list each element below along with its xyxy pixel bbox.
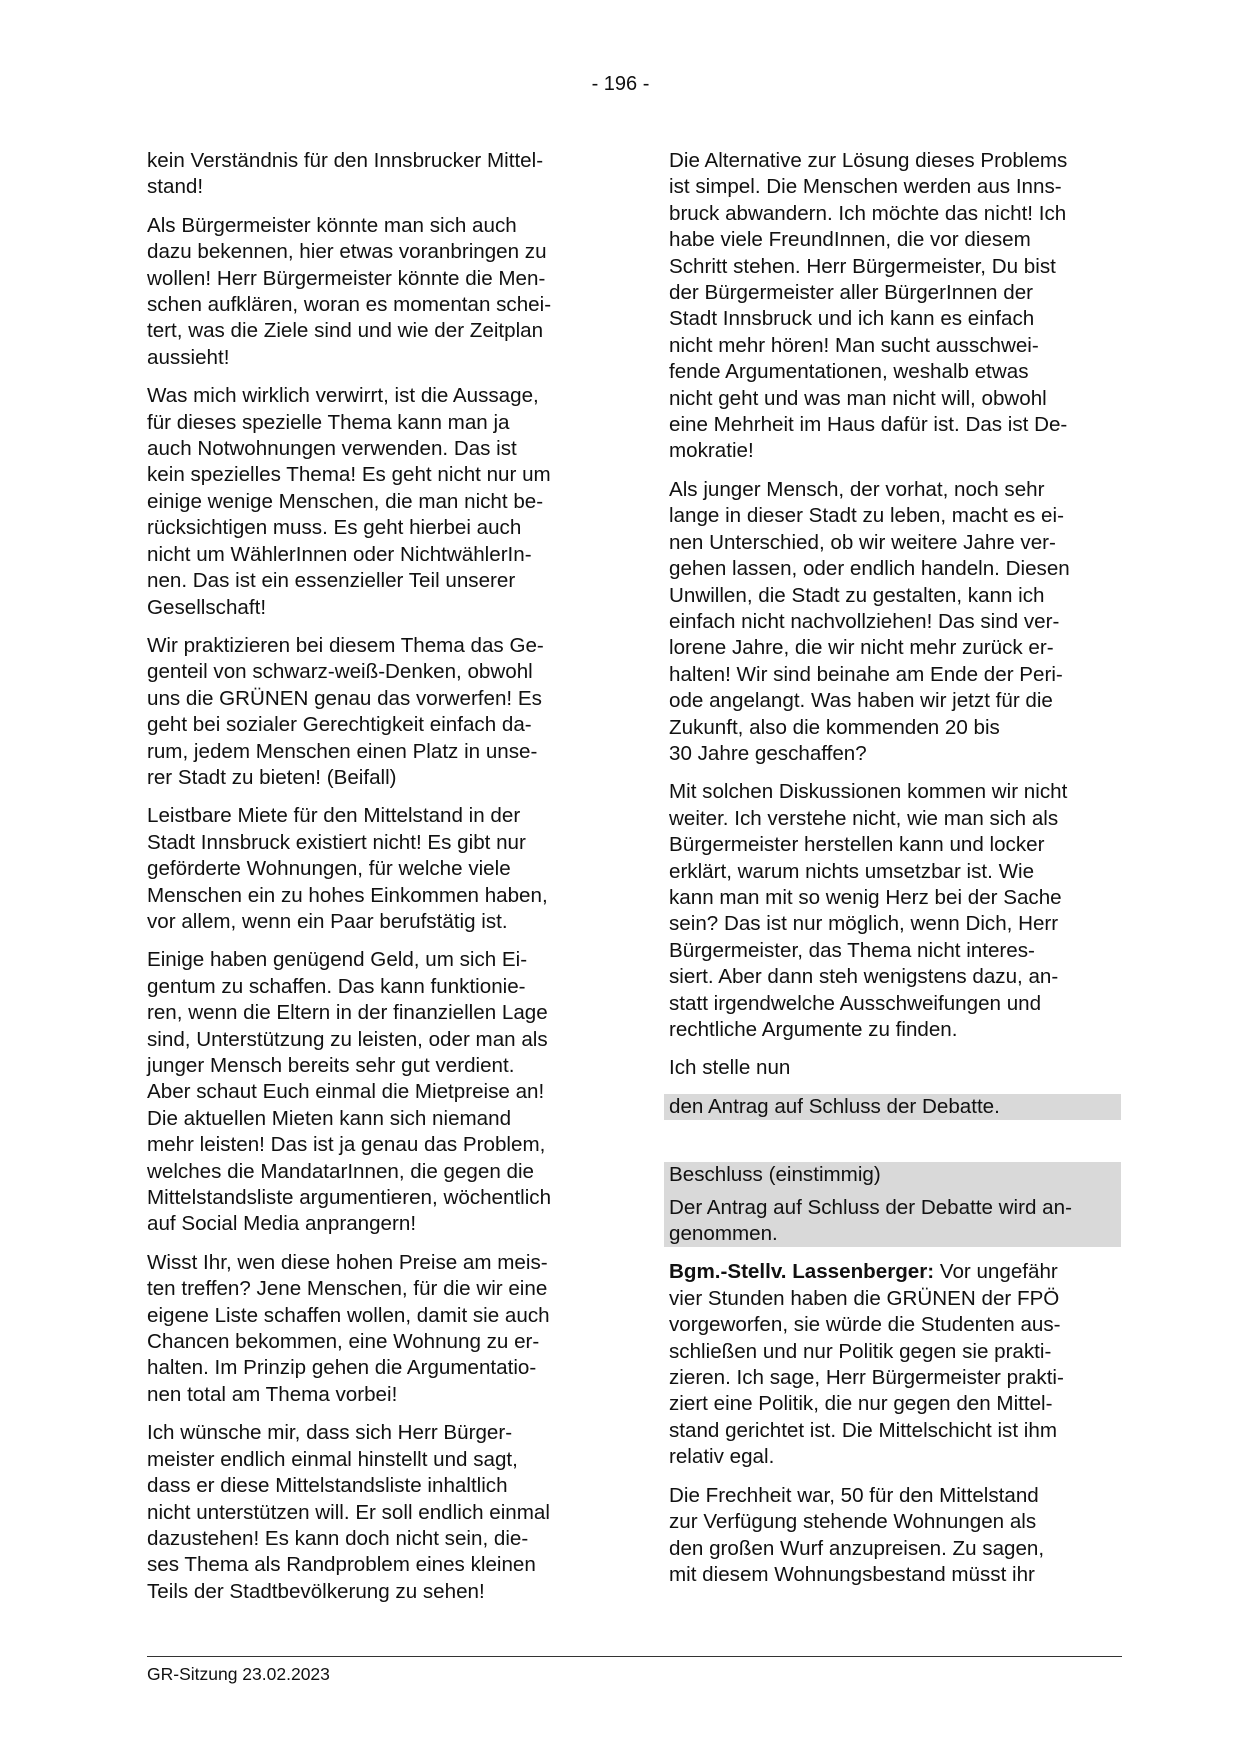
paragraph: Wisst Ihr, wen diese hohen Preise am meis- ten treffen? Jene Menschen, für die wir eine eigene Liste schaffen wollen, damit sie auch Chancen bekommen, eine Wohnung zu er- halten. Im Prinzip gehen die Argumentatio- nen total am Thema vorbei! [147,1250,550,1406]
left-column [147,148,602,1617]
resolution-text: Der Antrag auf Schluss der Debatte wird an- genommen. [664,1195,1121,1248]
motion-highlight: den Antrag auf Schluss der Debatte. [664,1094,1121,1120]
paragraph: Als Bürgermeister könnte man sich auch dazu bekennen, hier etwas voranbringen zu wollen! Herr Bürgermeister könnte die Men- schen aufklären, woran es momentan schei- tert, was die Ziele sind und wie der Zeitplan aussieht! [147,213,552,369]
resolution-heading: Beschluss (einstimmig) [664,1162,1121,1194]
paragraph: Die Alternative zur Lösung dieses Problems ist simpel. Die Menschen werden aus Inns- bruck abwandern. Ich möchte das nicht! Ich habe viele FreundInnen, die vor diesem Schritt stehen. Herr Bürgermeister, Du bist der Bürgermeister aller BürgerInnen der Stadt Innsbruck und ich kann es einfach nicht mehr hören! Man sucht ausschwei- fende Argumentationen, weshalb etwas nicht geht und was man nicht will, obwohl eine Mehrheit im Haus dafür ist. Das ist De- mokratie! [669,149,1068,463]
speaker-paragraph [669,1259,1121,1470]
paragraph: Die Frechheit war, 50 für den Mittelstand zur Verfügung stehende Wohnungen als den großen Wurf anzupreisen. Zu sagen, mit diesem Wohnungsbestand müsst ihr [669,1483,1045,1586]
paragraph: Ich stelle nun [669,1056,791,1080]
right-column [669,148,1121,1600]
paragraph: Ich wünsche mir, dass sich Herr Bürger- meister endlich einmal hinstellt und sagt, dass er diese Mittelstandsliste inhaltlich nicht unterstützen will. Er soll endlich einmal dazustehen! Es kann doch nicht sein, die- ses Thema als Randproblem eines kleinen Teils der Stadtbevölkerung zu sehen! [147,1421,550,1603]
paragraph: Mit solchen Diskussionen kommen wir nicht weiter. Ich verstehe nicht, wie man sich als Bürgermeister herstellen kann und locker erklärt, warum nichts umsetzbar ist. Wie kann man mit so wenig Herz bei der Sache sein? Das ist nur möglich, wenn Dich, Herr Bürgermeister, das Thema nicht interes- siert. Aber dann steh wenigstens dazu, an- statt irgendwelche Ausschweifungen und rechtliche Argumente zu finden. [669,780,1068,1041]
paragraph: Einige haben genügend Geld, um sich Ei- gentum zu schaffen. Das kann funktionie- ren, wenn die Eltern in der finanziellen Lage sind, Unterstützung zu leisten, oder man als junger Mensch bereits sehr gut verdient. Aber schaut Euch einmal die Mietpreise an! Die aktuellen Mieten kann sich niemand mehr leisten! Das ist ja genau das Problem, welches die MandatarInnen, die gegen die Mittelstandsliste argumentieren, wöchentlich auf Social Media anprangern! [147,948,552,1236]
paragraph: Als junger Mensch, der vorhat, noch sehr lange in dieser Stadt zu leben, macht es ei- nen Unterschied, ob wir weitere Jahre ver- gehen lassen, oder endlich handeln. Diesen Unwillen, die Stadt zu gestalten, kann ich einfach nicht nachvollziehen! Das sind ver- lorene Jahre, die wir nicht mehr zurück er- halten! Wir sind beinahe am Ende der Peri- ode angelangt. Was haben wir jetzt für die Zukunft, also die kommenden 20 bis 30 Jahre geschaffen? [669,477,1070,765]
paragraph: Leistbare Miete für den Mittelstand in der Stadt Innsbruck existiert nicht! Es gibt nur geförderte Wohnungen, für welche viele Menschen ein zu hohes Einkommen haben, vor allem, wenn ein Paar berufstätig ist. [147,804,548,933]
spacer [669,1132,1121,1162]
paragraph: Was mich wirklich verwirrt, ist die Aussage, für dieses spezielle Thema kann man ja auch Notwohnungen verwenden. Das ist kein spezielles Thema! Es geht nicht nur um einige wenige Menschen, die man nicht be- rücksichtigen muss. Es geht hierbei auch nicht um WählerInnen oder NichtwählerIn- nen. Das ist ein essenzieller Teil unserer Gesellschaft! [147,384,551,619]
paragraph: kein Verständnis für den Innsbrucker Mittel- stand! [147,149,544,199]
page-number: - 196 - [591,73,650,95]
footer-text: GR-Sitzung 23.02.2023 [147,1664,330,1684]
footer-divider [147,1656,1122,1657]
speaker-name: Bgm.-Stellv. Lassenberger: [669,1260,935,1284]
paragraph: Wir praktizieren bei diesem Thema das Ge- genteil von schwarz-weiß-Denken, obwohl uns die GRÜNEN genau das vorwerfen! Es geht bei sozialer Gerechtigkeit einfach da- rum, jedem Menschen einen Platz in unse- rer Stadt zu bieten! (Beifall) [147,633,544,789]
speaker-text: Vor ungefähr vier Stunden haben die GRÜNEN der FPÖ vorgeworfen, sie würde die Studenten aus- schließen und nur Politik gegen sie prakti- zieren. Ich sage, Herr Bürgermeister prakti- ziert eine Politik, die nur gegen den Mittel- stand gerichtet ist. Die Mittelschicht ist ihm relativ egal. [669,1260,1064,1469]
